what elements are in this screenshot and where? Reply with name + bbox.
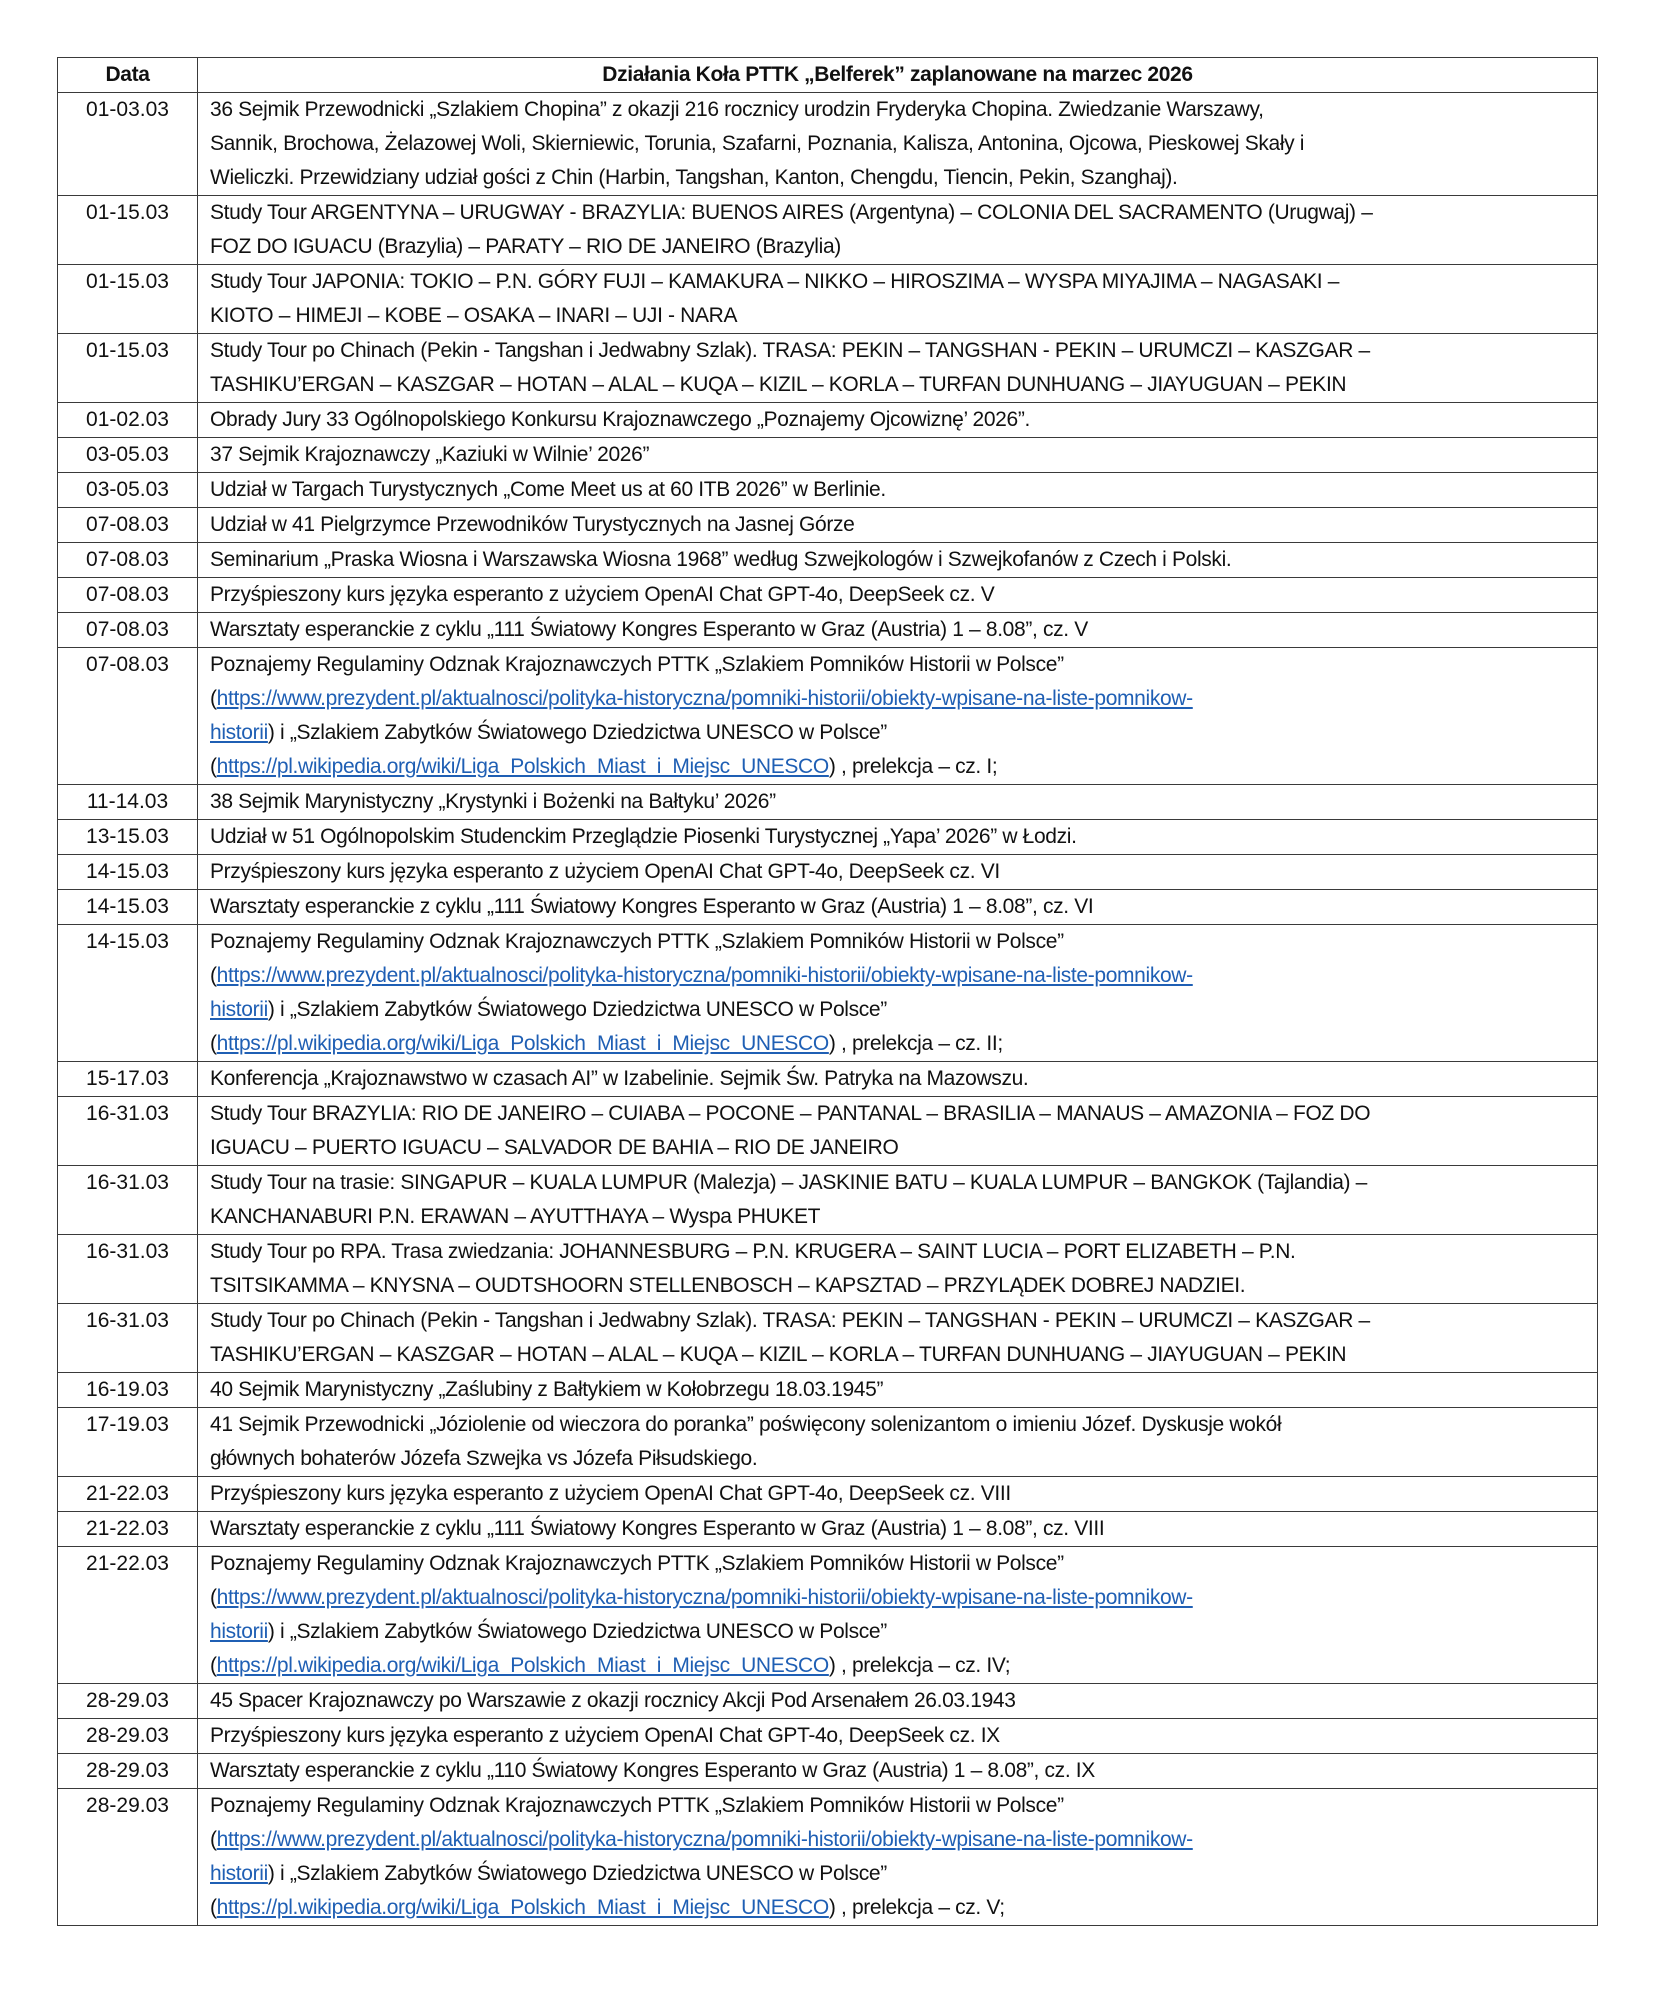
hyperlink[interactable]: https://www.prezydent.pl/aktualnosci/polityka-historyczna/pomniki-historii/obiekty-wpisane-na-liste-pomnikow- — [216, 687, 1193, 710]
table-row — [58, 508, 1598, 543]
activity-text: Przyśpieszony kurs języka esperanto z użyciem OpenAI Chat GPT-4o, DeepSeek cz. VIII — [210, 1482, 1011, 1505]
table-row — [58, 1754, 1598, 1789]
row-date: 21-22.03 — [58, 1547, 198, 1684]
table-row — [58, 925, 1598, 1062]
hyperlink[interactable]: historii — [210, 1620, 268, 1643]
activity-line — [210, 1649, 1593, 1683]
activity-line — [210, 578, 1593, 612]
table-row — [58, 1097, 1598, 1166]
activity-text: FOZ DO IGUACU (Brazylia) – PARATY – RIO DE JANEIRO (Brazylia) — [210, 235, 841, 258]
hyperlink[interactable]: https://pl.wikipedia.org/wiki/Liga_Polskich_Miast_i_Miejsc_UNESCO — [216, 1654, 829, 1677]
activity-text: Warsztaty esperanckie z cyklu „111 Światowy Kongres Esperanto w Graz (Austria) 1 – 8.08”, cz. VI — [210, 895, 1094, 918]
activity-text: Poznajemy Regulaminy Odznak Krajoznawczych PTTK „Szlakiem Pomników Historii w Polsce” — [210, 930, 1064, 953]
row-date: 07-08.03 — [58, 648, 198, 785]
table-body — [58, 93, 1598, 1926]
hyperlink[interactable]: https://www.prezydent.pl/aktualnosci/polityka-historyczna/pomniki-historii/obiekty-wpisane-na-liste-pomnikow- — [216, 1828, 1193, 1851]
activity-line — [210, 1823, 1593, 1857]
activity-text: Poznajemy Regulaminy Odznak Krajoznawczych PTTK „Szlakiem Pomników Historii w Polsce” — [210, 1552, 1064, 1575]
activity-line — [210, 508, 1593, 542]
table-row — [58, 578, 1598, 613]
row-date: 14-15.03 — [58, 925, 198, 1062]
row-date: 16-31.03 — [58, 1097, 198, 1166]
activity-text: ( — [210, 1654, 217, 1677]
activity-text: ( — [210, 755, 217, 778]
row-activity — [198, 890, 1598, 925]
row-activity — [198, 578, 1598, 613]
activity-text: Wieliczki. Przewidziany udział gości z Chin (Harbin, Tangshan, Kanton, Chengdu, Tiencin, Pekin, Szanghaj). — [210, 166, 1178, 189]
activity-line — [210, 1235, 1593, 1269]
activity-text: Przyśpieszony kurs języka esperanto z użyciem OpenAI Chat GPT-4o, DeepSeek cz. V — [210, 583, 995, 606]
activity-text: ) , prelekcja – cz. II; — [828, 1032, 1003, 1055]
row-activity — [198, 613, 1598, 648]
activity-text: ) i „Szlakiem Zabytków Światowego Dziedzictwa UNESCO w Polsce” — [267, 1620, 887, 1643]
activity-text: 41 Sejmik Przewodnicki „Józiolenie od wieczora do poranka” poświęcony solenizantom o imieniu Józef. Dyskusje wokół — [210, 1413, 1282, 1436]
row-date: 01-02.03 — [58, 403, 198, 438]
row-activity — [198, 1547, 1598, 1684]
row-activity — [198, 1477, 1598, 1512]
activity-text: ) , prelekcja – cz. IV; — [828, 1654, 1011, 1677]
activity-text: Study Tour JAPONIA: TOKIO – P.N. GÓRY FUJI – KAMAKURA – NIKKO – HIROSZIMA – WYSPA MIYAJIMA – NAGASAKI – — [210, 270, 1340, 293]
row-date: 01-15.03 — [58, 334, 198, 403]
row-activity — [198, 1684, 1598, 1719]
activity-line — [210, 230, 1593, 264]
activity-line — [210, 299, 1593, 333]
table-row — [58, 1373, 1598, 1408]
row-activity — [198, 508, 1598, 543]
column-header-date: Data — [58, 58, 198, 93]
activity-line — [210, 993, 1593, 1027]
activity-text: Konferencja „Krajoznawstwo w czasach AI” w Izabelinie. Sejmik Św. Patryka na Mazowszu. — [210, 1067, 1029, 1090]
activity-line — [210, 196, 1593, 230]
activity-line — [210, 1684, 1593, 1718]
activity-text: ( — [210, 687, 217, 710]
row-date: 14-15.03 — [58, 855, 198, 890]
activity-text: 38 Sejmik Marynistyczny „Krystynki i Bożenki na Bałtyku’ 2026” — [210, 790, 776, 813]
row-date: 07-08.03 — [58, 543, 198, 578]
row-activity — [198, 785, 1598, 820]
activity-text: 36 Sejmik Przewodnicki „Szlakiem Chopina” z okazji 216 rocznicy urodzin Fryderyka Chopina. Zwiedzanie Warszawy, — [210, 98, 1264, 121]
activity-line — [210, 473, 1593, 507]
hyperlink[interactable]: historii — [210, 721, 268, 744]
table-row — [58, 543, 1598, 578]
activity-text: KANCHANABURI P.N. ERAWAN – AYUTTHAYA – Wyspa PHUKET — [210, 1205, 821, 1228]
row-activity — [198, 1719, 1598, 1754]
row-date: 11-14.03 — [58, 785, 198, 820]
table-row — [58, 1166, 1598, 1235]
table-row — [58, 196, 1598, 265]
activity-line — [210, 959, 1593, 993]
row-date: 13-15.03 — [58, 820, 198, 855]
row-date: 28-29.03 — [58, 1719, 198, 1754]
row-activity — [198, 1408, 1598, 1477]
activity-text: Study Tour ARGENTYNA – URUGWAY - BRAZYLIA: BUENOS AIRES (Argentyna) – COLONIA DEL SACRAMENTO (Urugwaj) – — [210, 201, 1373, 224]
activity-text: Poznajemy Regulaminy Odznak Krajoznawczych PTTK „Szlakiem Pomników Historii w Polsce” — [210, 653, 1064, 676]
row-date: 01-15.03 — [58, 265, 198, 334]
activity-line — [210, 1373, 1593, 1407]
activity-text: TSITSIKAMMA – KNYSNA – OUDTSHOORN STELLENBOSCH – KAPSZTAD – PRZYLĄDEK DOBREJ NADZIEI. — [210, 1274, 1246, 1297]
table-row — [58, 1062, 1598, 1097]
activity-text: Udział w 41 Pielgrzymce Przewodników Turystycznych na Jasnej Górze — [210, 513, 855, 536]
row-activity — [198, 1166, 1598, 1235]
table-row — [58, 1408, 1598, 1477]
activity-text: TASHIKU’ERGAN – KASZGAR – HOTAN – ALAL – KUQA – KIZIL – KORLA – TURFAN DUNHUANG – JIAYUGUAN – PEKIN — [210, 1343, 1347, 1366]
activity-text: ( — [210, 1586, 217, 1609]
activity-line — [210, 1581, 1593, 1615]
row-date: 03-05.03 — [58, 438, 198, 473]
activity-text: 40 Sejmik Marynistyczny „Zaślubiny z Bałtykiem w Kołobrzegu 18.03.1945” — [210, 1378, 884, 1401]
activity-line — [210, 1789, 1593, 1823]
activity-text: ( — [210, 1828, 217, 1851]
table-row — [58, 265, 1598, 334]
row-date: 14-15.03 — [58, 890, 198, 925]
activity-text: ( — [210, 1032, 217, 1055]
activity-line — [210, 1269, 1593, 1303]
activity-text: ) , prelekcja – cz. I; — [828, 755, 998, 778]
row-activity — [198, 1512, 1598, 1547]
row-activity — [198, 1304, 1598, 1373]
activity-line — [210, 1408, 1593, 1442]
table-row — [58, 1547, 1598, 1684]
activity-line — [210, 1719, 1593, 1753]
row-activity — [198, 196, 1598, 265]
activity-line — [210, 648, 1593, 682]
activity-line — [210, 890, 1593, 924]
activity-text: Study Tour BRAZYLIA: RIO DE JANEIRO – CUIABA – POCONE – PANTANAL – BRASILIA – MANAUS – AMAZONIA – FOZ DO — [210, 1102, 1371, 1125]
row-activity — [198, 820, 1598, 855]
row-date: 03-05.03 — [58, 473, 198, 508]
activity-text: Sannik, Brochowa, Żelazowej Woli, Skierniewic, Torunia, Szafarni, Poznania, Kalisza, Antonina, Ojcowa, Pieskowej Skały i — [210, 132, 1305, 155]
hyperlink[interactable]: https://pl.wikipedia.org/wiki/Liga_Polskich_Miast_i_Miejsc_UNESCO — [216, 1032, 829, 1055]
activity-line — [210, 93, 1593, 127]
activity-text: Udział w Targach Turystycznych „Come Meet us at 60 ITB 2026” w Berlinie. — [210, 478, 886, 501]
table-row — [58, 1719, 1598, 1754]
table-row — [58, 93, 1598, 196]
row-activity — [198, 1789, 1598, 1926]
activity-text: 37 Sejmik Krajoznawczy „Kaziuki w Wilnie’ 2026” — [210, 443, 650, 466]
activity-line — [210, 1512, 1593, 1546]
activity-text: ( — [210, 1896, 217, 1919]
table-row — [58, 438, 1598, 473]
hyperlink[interactable]: https://pl.wikipedia.org/wiki/Liga_Polskich_Miast_i_Miejsc_UNESCO — [216, 755, 829, 778]
row-date: 01-03.03 — [58, 93, 198, 196]
activity-line — [210, 1477, 1593, 1511]
activity-line — [210, 438, 1593, 472]
activity-text: Seminarium „Praska Wiosna i Warszawska Wiosna 1968” według Szwejkologów i Szwejkofanów z Czech i Polski. — [210, 548, 1232, 571]
activity-line — [210, 613, 1593, 647]
activity-line — [210, 716, 1593, 750]
row-activity — [198, 265, 1598, 334]
hyperlink[interactable]: https://www.prezydent.pl/aktualnosci/polityka-historyczna/pomniki-historii/obiekty-wpisane-na-liste-pomnikow- — [216, 964, 1193, 987]
activity-line — [210, 127, 1593, 161]
row-date: 28-29.03 — [58, 1684, 198, 1719]
activity-text: Poznajemy Regulaminy Odznak Krajoznawczych PTTK „Szlakiem Pomników Historii w Polsce” — [210, 1794, 1064, 1817]
activity-text: ) i „Szlakiem Zabytków Światowego Dziedzictwa UNESCO w Polsce” — [267, 998, 887, 1021]
activity-text: Study Tour po Chinach (Pekin - Tangshan i Jedwabny Szlak). TRASA: PEKIN – TANGSHAN - PEKIN – URUMCZI – KASZGAR – — [210, 339, 1370, 362]
row-activity — [198, 438, 1598, 473]
row-activity — [198, 93, 1598, 196]
activity-text: Study Tour po Chinach (Pekin - Tangshan i Jedwabny Szlak). TRASA: PEKIN – TANGSHAN - PEKIN – URUMCZI – KASZGAR – — [210, 1309, 1370, 1332]
activity-line — [210, 368, 1593, 402]
table-row — [58, 855, 1598, 890]
activity-text: ) i „Szlakiem Zabytków Światowego Dziedzictwa UNESCO w Polsce” — [267, 1862, 887, 1885]
table-row — [58, 1684, 1598, 1719]
activity-text: ) i „Szlakiem Zabytków Światowego Dziedzictwa UNESCO w Polsce” — [267, 721, 887, 744]
table-row — [58, 1235, 1598, 1304]
activity-text: Study Tour po RPA. Trasa zwiedzania: JOHANNESBURG – P.N. KRUGERA – SAINT LUCIA – PORT ELIZABETH – P.N. — [210, 1240, 1296, 1263]
hyperlink[interactable]: https://www.prezydent.pl/aktualnosci/polityka-historyczna/pomniki-historii/obiekty-wpisane-na-liste-pomnikow- — [216, 1586, 1193, 1609]
row-activity — [198, 403, 1598, 438]
activity-line — [210, 403, 1593, 437]
activity-line — [210, 1891, 1593, 1925]
activity-line — [210, 1200, 1593, 1234]
activity-text: Warsztaty esperanckie z cyklu „111 Światowy Kongres Esperanto w Graz (Austria) 1 – 8.08”, cz. VIII — [210, 1517, 1105, 1540]
row-date: 16-19.03 — [58, 1373, 198, 1408]
activity-text: IGUACU – PUERTO IGUACU – SALVADOR DE BAHIA – RIO DE JANEIRO — [210, 1136, 899, 1159]
table-row — [58, 334, 1598, 403]
activity-text: TASHIKU’ERGAN – KASZGAR – HOTAN – ALAL – KUQA – KIZIL – KORLA – TURFAN DUNHUANG – JIAYUGUAN – PEKIN — [210, 373, 1347, 396]
activity-line — [210, 1131, 1593, 1165]
table-row — [58, 785, 1598, 820]
activity-line — [210, 1615, 1593, 1649]
hyperlink[interactable]: historii — [210, 998, 268, 1021]
activity-line — [210, 785, 1593, 819]
activity-line — [210, 1062, 1593, 1096]
activity-text: Przyśpieszony kurs języka esperanto z użyciem OpenAI Chat GPT-4o, DeepSeek cz. VI — [210, 860, 1000, 883]
table-row — [58, 1304, 1598, 1373]
row-date: 17-19.03 — [58, 1408, 198, 1477]
activity-line — [210, 265, 1593, 299]
activity-line — [210, 1338, 1593, 1372]
table-row — [58, 890, 1598, 925]
activity-line — [210, 855, 1593, 889]
row-date: 07-08.03 — [58, 578, 198, 613]
activity-text: ) , prelekcja – cz. V; — [828, 1896, 1005, 1919]
row-activity — [198, 334, 1598, 403]
activity-line — [210, 682, 1593, 716]
table-row — [58, 473, 1598, 508]
activity-text: Warsztaty esperanckie z cyklu „110 Światowy Kongres Esperanto w Graz (Austria) 1 – 8.08”, cz. IX — [210, 1759, 1095, 1782]
activity-line — [210, 1304, 1593, 1338]
table-row — [58, 1512, 1598, 1547]
activity-text: Udział w 51 Ogólnopolskim Studenckim Przeglądzie Piosenki Turystycznej „Yapa’ 2026” w Łodzi. — [210, 825, 1077, 848]
table-row — [58, 820, 1598, 855]
row-date: 16-31.03 — [58, 1235, 198, 1304]
activity-text: KIOTO – HIMEJI – KOBE – OSAKA – INARI – UJI - NARA — [210, 304, 738, 327]
activity-line — [210, 1857, 1593, 1891]
row-activity — [198, 855, 1598, 890]
row-activity — [198, 1062, 1598, 1097]
table-row — [58, 403, 1598, 438]
table-row — [58, 1789, 1598, 1926]
activity-text: ( — [210, 964, 217, 987]
activities-table — [57, 57, 1598, 1926]
table-row — [58, 648, 1598, 785]
table-header-row — [58, 58, 1598, 93]
row-date: 01-15.03 — [58, 196, 198, 265]
activity-text: Study Tour na trasie: SINGAPUR – KUALA LUMPUR (Malezja) – JASKINIE BATU – KUALA LUMPUR – BANGKOK (Tajlandia) – — [210, 1171, 1367, 1194]
activity-line — [210, 925, 1593, 959]
activity-text: Obrady Jury 33 Ogólnopolskiego Konkursu Krajoznawczego „Poznajemy Ojcowiznę’ 2026”. — [210, 408, 1030, 431]
activity-line — [210, 1754, 1593, 1788]
table-row — [58, 613, 1598, 648]
activity-line — [210, 1166, 1593, 1200]
activity-line — [210, 1097, 1593, 1131]
hyperlink[interactable]: historii — [210, 1862, 268, 1885]
document-page — [57, 57, 1597, 1926]
activity-line — [210, 1547, 1593, 1581]
row-activity — [198, 1754, 1598, 1789]
hyperlink[interactable]: https://pl.wikipedia.org/wiki/Liga_Polskich_Miast_i_Miejsc_UNESCO — [216, 1896, 829, 1919]
activity-text: 45 Spacer Krajoznawczy po Warszawie z okazji rocznicy Akcji Pod Arsenałem 26.03.1943 — [210, 1689, 1016, 1712]
row-date: 16-31.03 — [58, 1166, 198, 1235]
row-activity — [198, 1097, 1598, 1166]
activity-text: Warsztaty esperanckie z cyklu „111 Światowy Kongres Esperanto w Graz (Austria) 1 – 8.08”, cz. V — [210, 618, 1088, 641]
activity-line — [210, 1442, 1593, 1476]
row-date: 28-29.03 — [58, 1789, 198, 1926]
row-activity — [198, 925, 1598, 1062]
row-activity — [198, 543, 1598, 578]
row-date: 07-08.03 — [58, 613, 198, 648]
activity-line — [210, 1027, 1593, 1061]
row-date: 21-22.03 — [58, 1512, 198, 1547]
row-activity — [198, 1235, 1598, 1304]
column-header-activities: Działania Koła PTTK „Belferek” zaplanowane na marzec 2026 — [198, 58, 1598, 93]
row-date: 15-17.03 — [58, 1062, 198, 1097]
row-date: 07-08.03 — [58, 508, 198, 543]
row-date: 21-22.03 — [58, 1477, 198, 1512]
row-date: 16-31.03 — [58, 1304, 198, 1373]
row-date: 28-29.03 — [58, 1754, 198, 1789]
activity-text: głównych bohaterów Józefa Szwejka vs Józefa Piłsudskiego. — [210, 1447, 758, 1470]
activity-text: Przyśpieszony kurs języka esperanto z użyciem OpenAI Chat GPT-4o, DeepSeek cz. IX — [210, 1724, 1000, 1747]
activity-line — [210, 750, 1593, 784]
row-activity — [198, 1373, 1598, 1408]
table-row — [58, 1477, 1598, 1512]
activity-line — [210, 161, 1593, 195]
row-activity — [198, 473, 1598, 508]
row-activity — [198, 648, 1598, 785]
activity-line — [210, 334, 1593, 368]
activity-line — [210, 820, 1593, 854]
activity-line — [210, 543, 1593, 577]
